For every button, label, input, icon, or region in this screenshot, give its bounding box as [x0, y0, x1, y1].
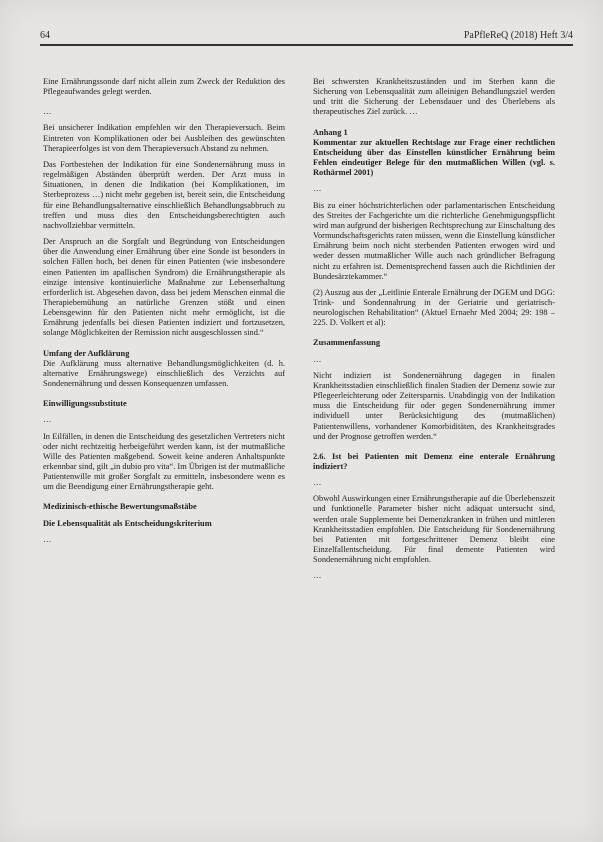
paragraph: (2) Auszug aus der „Leitlinie Enterale Ernährung der DGEM und DGG: Trink- und Sondennahrung in der Geriatrie und geriatrisch-neurologischen Rehabilitation“ (Aktuel Ernaehr Med 2004; 29: 198 – 225. D. Volkert et al): — [313, 287, 555, 328]
appendix-heading: Anhang 1 — [313, 127, 348, 137]
paragraph: Die Aufklärung muss alternative Behandlungsmöglichkeiten (d. h. alternative Ernährungswege) einschließlich des Verzichts auf Sondenernährung und dessen Konsequenzen umfassen. — [43, 358, 285, 389]
ellipsis: … — [43, 534, 53, 544]
paragraph: In Eilfällen, in denen die Entscheidung des gesetzlichen Vertreters nicht oder nicht rechtzeitig herbeigeführt werden kann, ist der mutmaßliche Wille des Patienten maßgebend. Soweit keine anderen Anhaltspunkte erkennbar sind, gilt „in dubio pro vita“. Im Übrigen ist der mutmaßliche Patientenwille mit großer Sorgfalt zu ermitteln, insbesondere wenn es um die Beendigung einer Ernährungstherapie geht. — [43, 431, 285, 492]
section-heading: 2.6. Ist bei Patienten mit Demenz eine enterale Ernährung indiziert? — [313, 451, 555, 471]
section-heading: Medizinisch-ethische Bewertungsmaßstäbe — [43, 502, 197, 512]
paragraph: Der Anspruch an die Sorgfalt und Begründung von Entscheidungen über die Anwendung einer Ernährung über eine Sonde ist besonders in solchen Fällen hoch, bei denen für einen Patienten (wie insbesondere einen Patienten im apallischen Syndrom) die Ernährungstherapie als einzige intensive kontinuierliche Maßnahme zur Lebenserhaltung erforderlich ist. Abgesehen davon, dass bei jedem Menschen einmal die Therapiebemühung an natürliche Grenzen stößt und einen Lebensgewinn für den Patienten nicht mehr ermöglicht, ist die Ernährung jedenfalls bei diesen Patienten indiziert und fortzusetzen, solange Möglichkeiten der Remission nicht ausgeschlossen sind.“ — [43, 237, 285, 338]
page-number: 64 — [40, 30, 50, 41]
right-column — [313, 77, 555, 582]
journal-issue: PaPfleReQ (2018) Heft 3/4 — [463, 30, 573, 41]
header-rule — [40, 44, 573, 46]
ellipsis: … — [313, 184, 323, 194]
paragraph: Das Fortbestehen der Indikation für eine Sondenernährung muss in regelmäßigen Abständen überprüft werden. Der Arzt muss in Situationen, in denen die Indikation (bei Komplikationen, im Sterbeprozess …) nicht mehr gegeben ist, bereit sein, die Entscheidung für eine Behandlungsalternative einschließlich Behandlungsabbruch zu treffen und muss dies den Entscheidungsberechtigten auch nachvollziehbar vermitteln. — [43, 159, 285, 230]
paragraph: Bei unsicherer Indikation empfehlen wir den Therapieversuch. Beim Eintreten von Komplikationen oder bei Ausbleiben des gewünschten Therapieerfolges ist von dem Therapieversuch Abstand zu nehmen. — [43, 123, 285, 153]
paragraph: Bis zu einer höchstrichterlichen oder parlamentarischen Entscheidung des Streites der Fachgerichte um die richterliche Genehmigungspflicht wird man aufgrund der bisherigen Rechtsprechung zur Einschaltung des Vormundschaftsgerichts raten müssen, wenn die Einstellung künstlicher Ernährung beim noch nicht sterbenden Patienten erwogen wird und weder dessen mutmaßlicher Wille auch nach gründlicher Befragung nicht zu erfahren ist. Dementsprechend fassen auch die Richtlinien der Bundesärztekammer.“ — [313, 200, 555, 281]
paragraph: Nicht indiziert ist Sondenernährung dagegen in finalen Krankheitsstadien einschließlich finalen Stadien der Demenz sowie zur Pflegeerleichterung oder Zeitersparnis. Unabdingig von der Indikation muss die Entscheidung für oder gegen Sondenernährung immer individuell unter Berücksichtigung des (mutmaßlichen) Patientenwillens, vorhandener Komorbiditäten, des Krankheitsgrades und der Prognose getroffen werden.“ — [313, 370, 555, 441]
ellipsis: … — [43, 107, 53, 117]
section-heading: Die Lebensqualität als Entscheidungskriterium — [43, 518, 212, 528]
section-heading: Kommentar zur aktuellen Rechtslage zur Frage einer rechtlichen Entscheidung über das Einstellen künstlicher Ernährung beim Fehlen eindeutiger Belege für den mutmaßlichen Willen (vgl. s. Rothärmel 2001) — [313, 137, 555, 178]
paragraph: Obwohl Auswirkungen einer Ernährungstherapie auf die Überlebenszeit und funktionelle Parameter bisher nicht adäquat untersucht sind, werden orale Supplemente bei Demenzkranken in frühen und mittleren Krankheitsstadien empfohlen. Die Entscheidung für Sondenernährung bei Patienten mit fortgeschrittener Demenz bleibt eine Einzelfallentscheidung. Für final demente Patienten wird Sondenernährung nicht empfohlen. — [313, 494, 555, 565]
section-heading: Einwilligungssubstitute — [43, 399, 127, 409]
ellipsis: … — [43, 415, 53, 425]
paragraph: Bei schwersten Krankheitszuständen und im Sterben kann die Sicherung von Lebensqualität zum alleinigen Behandlungsziel werden und tritt die Sicherung der Lebensdauer und des Überlebens als therapeutisches Ziel zurück. … — [313, 77, 555, 117]
section-heading: Umfang der Aufklärung — [43, 348, 130, 358]
paragraph: Eine Ernährungssonde darf nicht allein zum Zweck der Reduktion des Pflegeaufwandes gelegt werden. — [43, 77, 285, 97]
section-heading: Zusammenfassung — [313, 338, 381, 348]
ellipsis: … — [313, 354, 323, 364]
ellipsis: … — [313, 478, 323, 488]
running-header — [40, 30, 573, 41]
left-column — [43, 77, 285, 545]
ellipsis: … — [313, 571, 323, 581]
